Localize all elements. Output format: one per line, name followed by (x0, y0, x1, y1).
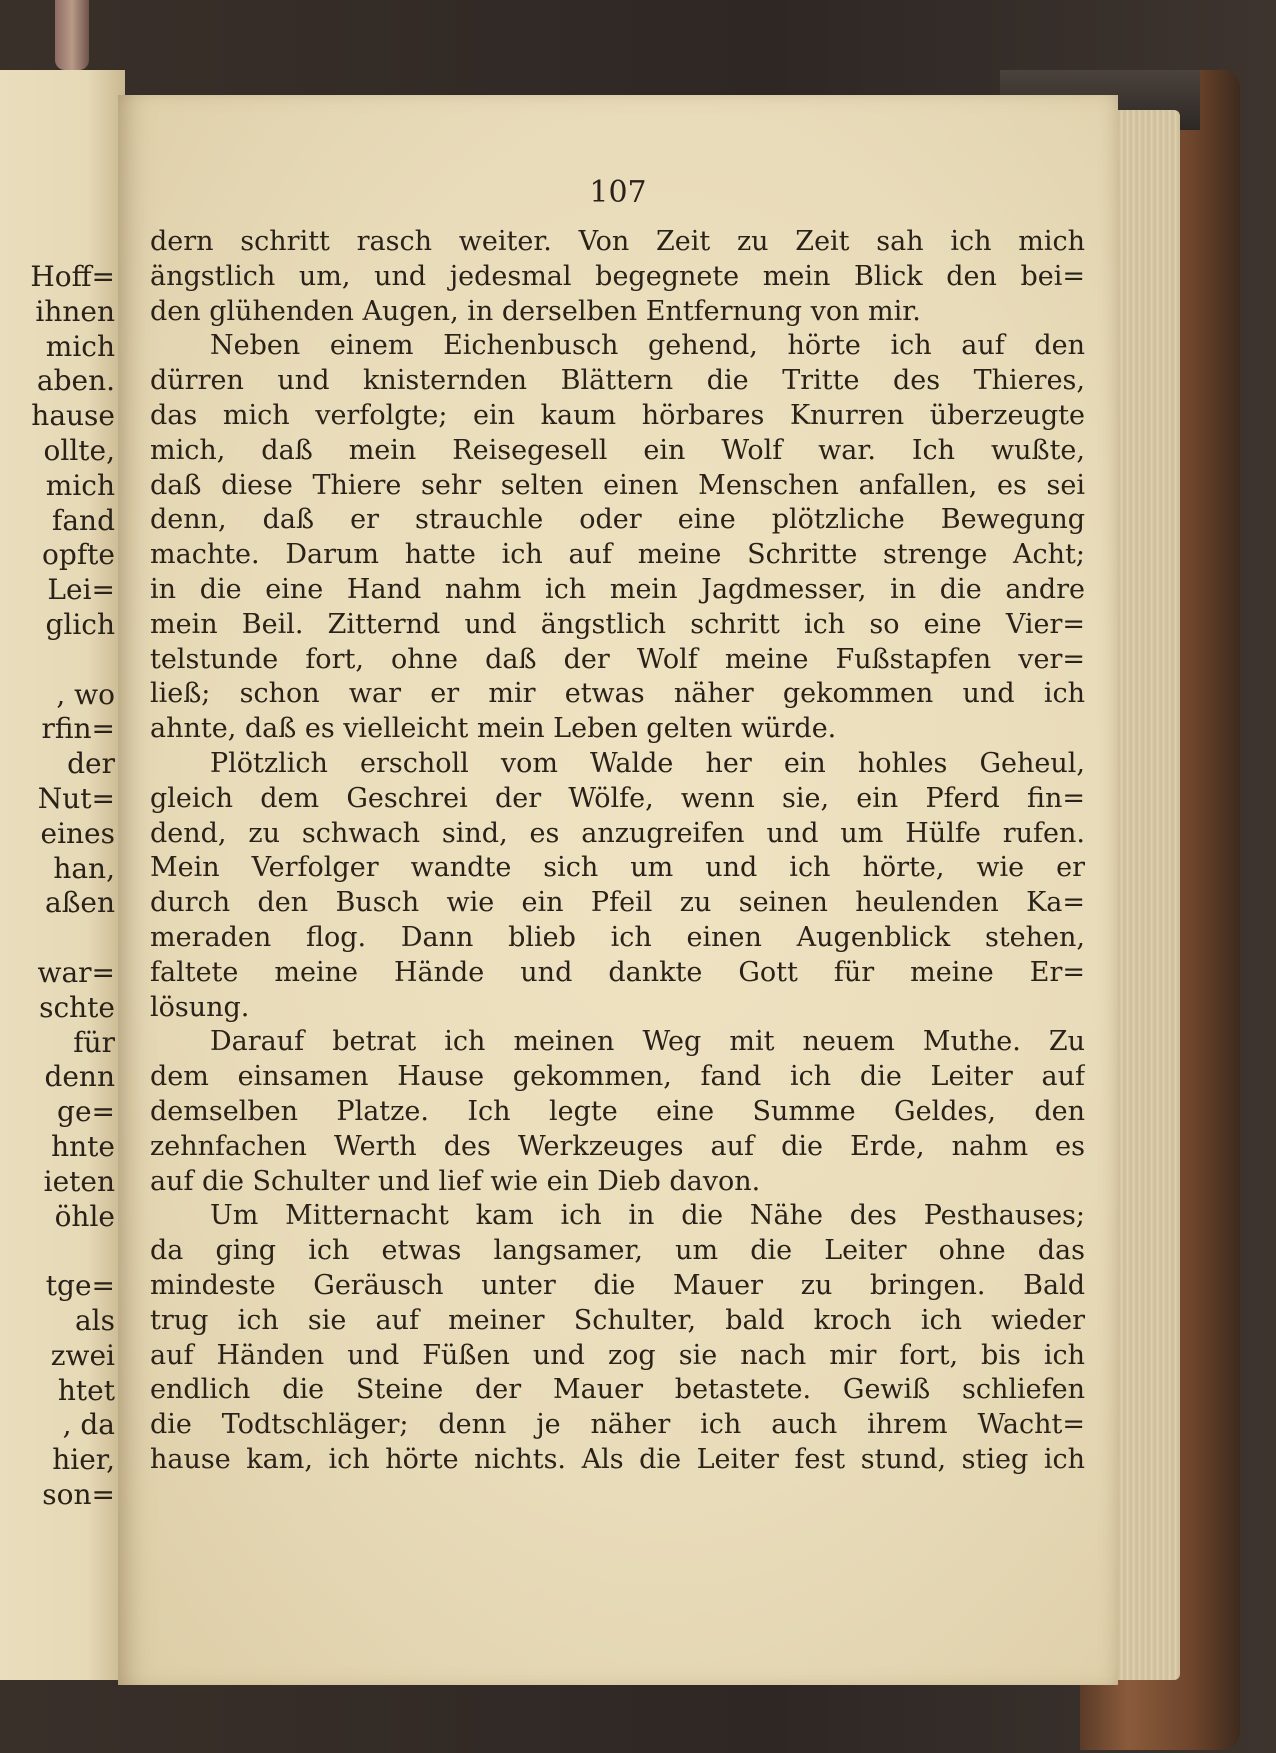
page-number: 107 (589, 175, 647, 210)
left-page-fragment: rfin= (41, 712, 115, 746)
text-line: endlich die Steine der Mauer betastete. Gewiß schliefen (150, 1374, 1085, 1406)
text-line: telstunde fort, ohne daß der Wolf meine Fußstapfen ver= (150, 643, 1085, 675)
text-line: gleich dem Geschrei der Wölfe, wenn sie, ein Pferd fin= (150, 782, 1085, 814)
text-line: auf die Schulter und lief wie ein Dieb davon. (150, 1165, 761, 1197)
left-page-fragment: han, (53, 851, 115, 885)
left-page-fragment: ieten (43, 1164, 115, 1198)
left-page-fragment: schte (39, 990, 115, 1024)
text-line: Mein Verfolger wandte sich um und ich hörte, wie er (150, 852, 1085, 884)
left-page-fragment: , da (62, 1408, 115, 1442)
text-line: daß diese Thiere sehr selten einen Menschen anfallen, es sei (150, 469, 1085, 501)
left-page-fragment: aben. (36, 364, 115, 398)
text-line: lösung. (150, 991, 250, 1023)
text-line: dem einsamen Hause gekommen, fand ich die Leiter auf (150, 1061, 1085, 1093)
text-line: dend, zu schwach sind, es anzugreifen und um Hülfe rufen. (150, 817, 1085, 849)
left-page-fragment: ihnen (35, 294, 115, 328)
page-edges (1110, 110, 1180, 1680)
text-line: mindeste Geräusch unter die Mauer zu bringen. Bald (150, 1269, 1085, 1301)
left-page-fragment: hnte (51, 1129, 115, 1163)
left-page-fragment: war= (37, 955, 115, 989)
left-page-fragment: son= (42, 1477, 115, 1511)
text-line: mein Beil. Zitternd und ängstlich schritt ich so eine Vier= (150, 608, 1085, 640)
page-body-text (150, 225, 1085, 1478)
left-page-fragment: als (74, 1303, 115, 1337)
right-page (118, 95, 1118, 1685)
left-page-fragment: Nut= (37, 781, 115, 815)
left-page-fragment (30, 1234, 115, 1269)
left-page-fragment: eines (40, 816, 115, 850)
left-page-fragment: tge= (45, 1269, 115, 1303)
text-line: meraden flog. Dann blieb ich einen Augenblick stehen, (150, 921, 1085, 953)
text-line: demselben Platze. Ich legte eine Summe Geldes, den (150, 1095, 1085, 1127)
text-line: Neben einem Eichenbusch gehend, hörte ich auf den (210, 330, 1085, 362)
text-line: Darauf betrat ich meinen Weg mit neuem Muthe. Zu (210, 1026, 1085, 1058)
left-page-fragment: ollte, (43, 433, 115, 467)
text-line: durch den Busch wie ein Pfeil zu seinen heulenden Ka= (150, 887, 1085, 919)
text-line: das mich verfolgte; ein kaum hörbares Knurren überzeugte (150, 399, 1085, 431)
left-page-fragment: für (73, 1025, 115, 1059)
text-line: den glühenden Augen, in derselben Entfernung von mir. (150, 295, 921, 327)
text-line: zehnfachen Werth des Werkzeuges auf die Erde, nahm es (150, 1130, 1085, 1162)
text-line: Um Mitternacht kam ich in die Nähe des Pesthauses; (210, 1200, 1085, 1232)
left-page-fragment (30, 643, 115, 678)
text-line: ängstlich um, und jedesmal begegnete mein Blick den bei= (150, 260, 1085, 292)
text-line: in die eine Hand nahm ich mein Jagdmesser, in die andre (150, 573, 1085, 605)
text-line: hause kam, ich hörte nichts. Als die Leiter fest stund, stieg ich (150, 1443, 1085, 1475)
left-page-fragment: glich (45, 607, 115, 641)
left-page-text (30, 260, 115, 1513)
text-line: denn, daß er strauchle oder eine plötzliche Bewegung (150, 504, 1085, 536)
left-page-fragment: denn (44, 1060, 115, 1094)
left-page-fragment: Lei= (47, 573, 115, 607)
text-line: da ging ich etwas langsamer, um die Leiter ohne das (150, 1235, 1085, 1267)
left-page (0, 70, 125, 1680)
text-line: die Todtschläger; denn je näher ich auch ihrem Wacht= (150, 1409, 1085, 1441)
text-line: faltete meine Hände und dankte Gott für meine Er= (150, 956, 1085, 988)
bookmark-ribbon (55, 0, 89, 70)
left-page-fragment: fand (51, 503, 115, 537)
text-line: Plötzlich erscholl vom Walde her ein hohles Geheul, (210, 747, 1085, 779)
left-page-fragment: Hoff= (30, 260, 115, 293)
text-line: dern schritt rasch weiter. Von Zeit zu Zeit sah ich mich (150, 226, 1085, 257)
left-page-fragment: opfte (42, 538, 115, 572)
left-page-fragment: öhle (54, 1199, 115, 1233)
left-page-fragment: , wo (56, 677, 115, 711)
left-page-fragment: aßen (45, 886, 115, 920)
left-page-fragment: htet (57, 1373, 115, 1407)
left-page-fragment: hier, (52, 1443, 115, 1477)
text-line: mich, daß mein Reisegesell ein Wolf war. Ich wußte, (150, 434, 1085, 466)
left-page-fragment: der (67, 747, 115, 781)
text-line: trug ich sie auf meiner Schulter, bald kroch ich wieder (150, 1304, 1085, 1336)
text-line: ließ; schon war er mir etwas näher gekommen und ich (150, 678, 1085, 710)
text-line: dürren und knisternden Blättern die Tritte des Thieres, (150, 365, 1085, 397)
left-page-fragment: mich (45, 329, 115, 363)
left-page-fragment: zwei (50, 1338, 115, 1372)
left-page-fragment: mich (45, 468, 115, 502)
left-page-fragment: ge= (57, 1095, 115, 1129)
text-line: auf Händen und Füßen und zog sie nach mir fort, bis ich (150, 1339, 1085, 1371)
left-page-fragment: hause (31, 399, 115, 433)
text-line: machte. Darum hatte ich auf meine Schritte strenge Acht; (150, 539, 1085, 571)
left-page-fragment (30, 921, 115, 956)
text-line: ahnte, daß es vielleicht mein Leben gelten würde. (150, 713, 837, 745)
